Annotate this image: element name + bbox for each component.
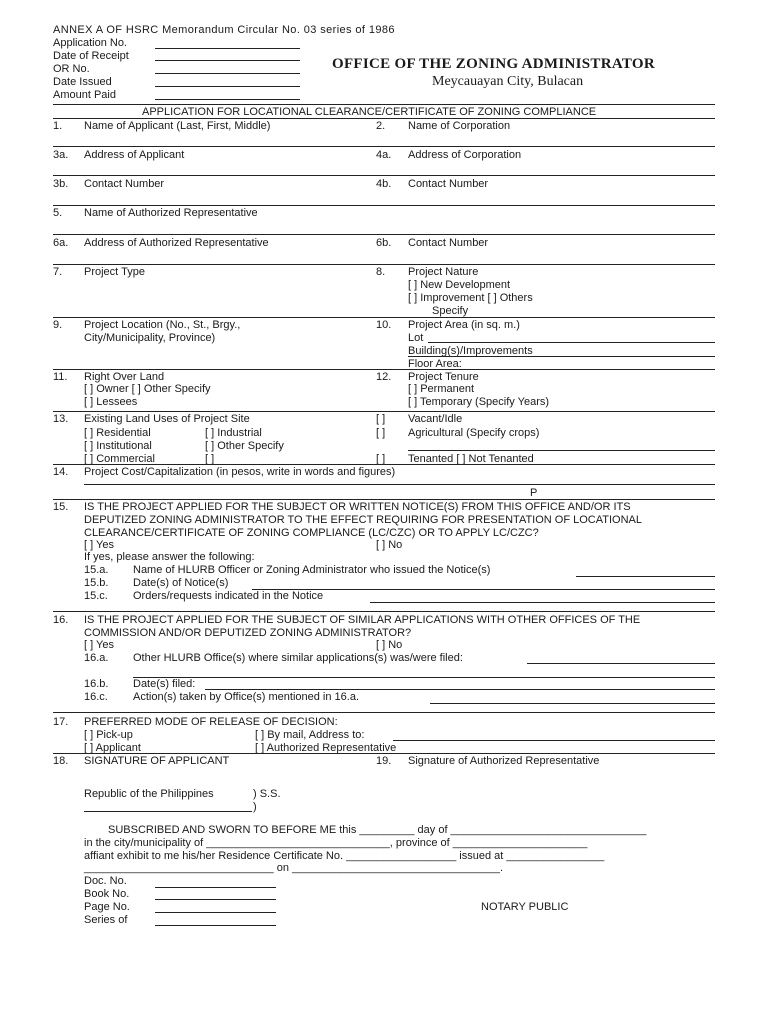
item-number: 11. xyxy=(53,371,68,383)
doc-no-label: Doc. No. xyxy=(84,875,127,887)
annex-reference: ANNEX A OF HSRC Memorandum Circular No. 03 series of 1986 xyxy=(53,24,395,36)
jurat-line-3: affiant exhibit to me his/her Residence Certificate No. __________________ issued at ________________ xyxy=(84,850,605,862)
question-16-line-2: COMMISSION AND/OR DEPUTIZED ZONING ADMINISTRATOR? xyxy=(84,627,412,639)
divider xyxy=(53,317,715,318)
item-number: 16.c. xyxy=(84,691,108,703)
item-number: 4b. xyxy=(376,178,392,190)
project-location-label-2: City/Municipality, Province) xyxy=(84,332,216,344)
residential-checkbox[interactable]: [ ] Residential xyxy=(84,427,151,439)
question-15-line-3: CLEARANCE/CERTIFICATE OF ZONING COMPLIANCE (LC/CZC) OR TO APPLY LC/CZC? xyxy=(84,527,539,539)
project-area-label: Project Area (in sq. m.) xyxy=(408,319,520,331)
item-number: 15. xyxy=(53,501,69,513)
divider xyxy=(53,146,715,147)
divider xyxy=(53,712,715,713)
floor-area-label: Floor Area: xyxy=(408,358,462,370)
lessees-checkbox[interactable]: [ ] Lessees xyxy=(84,396,138,408)
item-number: 8. xyxy=(376,266,386,278)
other-office-label: Other HLURB Office(s) where similar applications(s) was/were filed: xyxy=(133,652,463,664)
pick-up-checkbox[interactable]: [ ] Pick-up xyxy=(84,729,133,741)
lot-label: Lot xyxy=(408,332,424,344)
ss-label: ) S.S. xyxy=(253,788,281,800)
release-mode-label: PREFERRED MODE OF RELEASE OF DECISION: xyxy=(84,716,338,728)
jurat-line-4: _______________________________ on __________________________________. xyxy=(84,862,504,874)
notary-public-label: NOTARY PUBLIC xyxy=(481,901,569,913)
jurat-line-1: SUBSCRIBED AND SWORN TO BEFORE ME this _________ day of ________________________________ xyxy=(108,824,647,836)
date-issued-label: Date Issued xyxy=(53,76,112,88)
item-number: 19. xyxy=(376,755,392,767)
item-number: 2. xyxy=(376,120,386,132)
other-office-field-2[interactable] xyxy=(133,677,715,678)
buildings-label: Building(s)/Improvements xyxy=(408,345,533,357)
divider xyxy=(53,205,715,206)
notice-officer-label: Name of HLURB Officer or Zoning Administrator who issued the Notice(s) xyxy=(133,564,491,576)
applicant-release-checkbox[interactable]: [ ] Applicant xyxy=(84,742,141,754)
notice-orders-label: Orders/requests indicated in the Notice xyxy=(133,590,324,602)
permanent-checkbox[interactable]: [ ] Permanent xyxy=(408,383,475,395)
item-number: 6a. xyxy=(53,237,69,249)
question-15-line-1: IS THE PROJECT APPLIED FOR THE SUBJECT OR WRITTEN NOTICE(S) FROM THIS OFFICE AND/OR ITS xyxy=(84,501,631,513)
blank-checkbox[interactable]: [ ] xyxy=(205,453,215,465)
question-16-line-1: IS THE PROJECT APPLIED FOR THE SUBJECT OF SIMILAR APPLICATIONS WITH OTHER OFFICES OF THE xyxy=(84,614,641,626)
crops-field[interactable] xyxy=(408,450,715,451)
specify-label: Specify xyxy=(432,305,469,317)
item-number: 3b. xyxy=(53,178,69,190)
actions-taken-field[interactable] xyxy=(430,703,715,704)
agricultural-checkbox[interactable]: [ ] xyxy=(376,427,386,439)
notice-officer-field[interactable] xyxy=(576,576,715,577)
item-number: 12. xyxy=(376,371,392,383)
item-number: 14. xyxy=(53,466,69,478)
date-receipt-label: Date of Receipt xyxy=(53,50,129,62)
peso-sign: P xyxy=(530,487,538,499)
book-no-field[interactable] xyxy=(155,899,276,900)
existing-land-uses-label: Existing Land Uses of Project Site xyxy=(84,413,250,425)
corporation-name-label: Name of Corporation xyxy=(408,120,511,132)
series-field[interactable] xyxy=(155,925,276,926)
improvement-others-checkbox[interactable]: [ ] Improvement [ ] Others xyxy=(408,292,533,304)
page-no-field[interactable] xyxy=(155,912,276,913)
no-16-checkbox[interactable]: [ ] No xyxy=(376,639,403,651)
corporation-contact-label: Contact Number xyxy=(408,178,489,190)
item-number: 16. xyxy=(53,614,69,626)
divider xyxy=(53,234,715,235)
item-number: 15.c. xyxy=(84,590,108,602)
applicant-name-label: Name of Applicant (Last, First, Middle) xyxy=(84,120,271,132)
tenanted-label: Tenanted [ ] Not Tenanted xyxy=(408,453,534,465)
vacant-checkbox[interactable]: [ ] xyxy=(376,413,386,425)
lot-field[interactable] xyxy=(428,342,715,343)
other-specify-checkbox[interactable]: [ ] Other Specify xyxy=(205,440,284,452)
item-number: 4a. xyxy=(376,149,392,161)
mail-address-field[interactable] xyxy=(393,740,715,741)
tenanted-checkbox[interactable]: [ ] xyxy=(376,453,386,465)
project-tenure-label: Project Tenure xyxy=(408,371,479,383)
project-nature-label: Project Nature xyxy=(408,266,479,278)
representative-name-label: Name of Authorized Representative xyxy=(84,207,258,219)
date-issued-field[interactable] xyxy=(155,86,300,87)
divider xyxy=(53,369,715,370)
venue-field[interactable] xyxy=(84,811,252,812)
divider xyxy=(53,118,715,119)
page-no-label: Page No. xyxy=(84,901,130,913)
question-15-line-2: DEPUTIZED ZONING ADMINISTRATOR TO THE EFFECT REQUIRING FOR PRESENTATION OF LOCATIONAL xyxy=(84,514,642,526)
date-receipt-field[interactable] xyxy=(155,60,300,61)
applicant-address-label: Address of Applicant xyxy=(84,149,185,161)
item-number: 13. xyxy=(53,413,69,425)
representative-signature-label: Signature of Authorized Representative xyxy=(408,755,600,767)
paren: ) xyxy=(253,801,257,813)
amount-paid-label: Amount Paid xyxy=(53,89,116,101)
applicant-contact-label: Contact Number xyxy=(84,178,165,190)
project-type-label: Project Type xyxy=(84,266,145,278)
office-city: Meycauayan City, Bulacan xyxy=(432,74,584,89)
no-15-checkbox[interactable]: [ ] No xyxy=(376,539,403,551)
owner-other-checkbox[interactable]: [ ] Owner [ ] Other Specify xyxy=(84,383,211,395)
industrial-checkbox[interactable]: [ ] Industrial xyxy=(205,427,262,439)
divider xyxy=(53,753,715,754)
project-location-label: Project Location (No., St., Brgy., xyxy=(84,319,241,331)
item-number: 15.b. xyxy=(84,577,109,589)
item-number: 16.b. xyxy=(84,678,109,690)
item-number: 1. xyxy=(53,120,63,132)
other-office-field[interactable] xyxy=(527,663,715,664)
agricultural-label: Agricultural (Specify crops) xyxy=(408,427,540,439)
actions-taken-label: Action(s) taken by Office(s) mentioned in 16.a. xyxy=(133,691,360,703)
vacant-label: Vacant/Idle xyxy=(408,413,463,425)
notice-date-label: Date(s) of Notice(s) xyxy=(133,577,229,589)
item-number: 18. xyxy=(53,755,69,767)
republic-label: Republic of the Philippines xyxy=(84,788,214,800)
divider xyxy=(53,104,715,105)
institutional-checkbox[interactable]: [ ] Institutional xyxy=(84,440,152,452)
divider xyxy=(53,411,715,412)
item-number: 16.a. xyxy=(84,652,109,664)
date-filed-label: Date(s) filed: xyxy=(133,678,196,690)
divider xyxy=(53,175,715,176)
new-development-checkbox[interactable]: [ ] New Development xyxy=(408,279,511,291)
jurat-line-2: in the city/municipality of ______________________________, province of ______________________ xyxy=(84,837,588,849)
divider xyxy=(53,499,715,500)
divider xyxy=(53,464,715,465)
yes-16-checkbox[interactable]: [ ] Yes xyxy=(84,639,114,651)
application-no-field[interactable] xyxy=(155,48,300,49)
or-no-label: OR No. xyxy=(53,63,90,75)
representative-contact-label: Contact Number xyxy=(408,237,489,249)
doc-no-field[interactable] xyxy=(155,887,276,888)
form-title: APPLICATION FOR LOCATIONAL CLEARANCE/CERTIFICATE OF ZONING COMPLIANCE xyxy=(142,106,597,118)
amount-paid-field[interactable] xyxy=(155,99,300,100)
authorized-rep-release-checkbox[interactable]: [ ] Authorized Representative xyxy=(255,742,397,754)
by-mail-checkbox[interactable]: [ ] By mail, Address to: xyxy=(255,729,365,741)
project-cost-label: Project Cost/Capitalization (in pesos, write in words and figures) xyxy=(84,466,396,478)
item-number: 5. xyxy=(53,207,63,219)
right-over-land-label: Right Over Land xyxy=(84,371,165,383)
applicant-signature-label: SIGNATURE OF APPLICANT xyxy=(84,755,230,767)
notice-orders-field[interactable] xyxy=(370,602,715,603)
item-number: 7. xyxy=(53,266,63,278)
item-number: 15.a. xyxy=(84,564,109,576)
item-number: 17. xyxy=(53,716,69,728)
item-number: 6b. xyxy=(376,237,392,249)
office-title: OFFICE OF THE ZONING ADMINISTRATOR xyxy=(332,56,656,72)
buildings-field[interactable] xyxy=(408,356,715,357)
representative-address-label: Address of Authorized Representative xyxy=(84,237,269,249)
date-filed-field[interactable] xyxy=(205,689,715,690)
divider xyxy=(53,611,715,612)
project-cost-field[interactable] xyxy=(84,484,715,485)
divider xyxy=(53,264,715,265)
yes-15-checkbox[interactable]: [ ] Yes xyxy=(84,539,114,551)
corporation-address-label: Address of Corporation xyxy=(408,149,522,161)
commercial-checkbox[interactable]: [ ] Commercial xyxy=(84,453,155,465)
item-number: 10. xyxy=(376,319,392,331)
or-no-field[interactable] xyxy=(155,73,300,74)
book-no-label: Book No. xyxy=(84,888,130,900)
application-no-label: Application No. xyxy=(53,37,127,49)
item-number: 9. xyxy=(53,319,63,331)
temporary-checkbox[interactable]: [ ] Temporary (Specify Years) xyxy=(408,396,550,408)
series-label: Series of xyxy=(84,914,128,926)
item-number: 3a. xyxy=(53,149,69,161)
if-yes-label: If yes, please answer the following: xyxy=(84,551,255,563)
